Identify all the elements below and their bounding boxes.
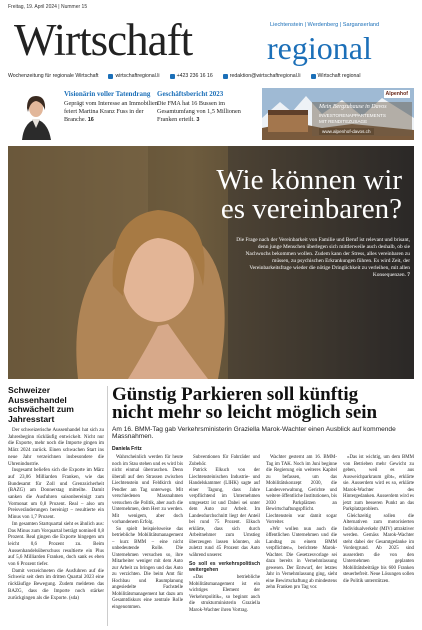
ad-url[interactable]: www.alpenhof-davos.ch (319, 128, 374, 135)
mail-icon (223, 74, 228, 79)
globe-icon (108, 74, 113, 79)
ad-brand: Alpenhof (385, 91, 408, 97)
phone-icon (170, 74, 175, 79)
phone-link[interactable]: +423 236 16 16 (170, 73, 213, 79)
article-deck: Am 16. BMM-Tag gab Verkehrsministerin Graziella Marok-Wachter einen Ausblick auf kommende Massnahmen. (112, 426, 396, 440)
article-subheading: So soll es verkehrspolitisch weitergehen (189, 561, 260, 573)
article-author: Daniela Fritz (112, 446, 142, 452)
main-article[interactable] (112, 386, 414, 614)
social-link[interactable]: Wirtschaft regional (311, 73, 361, 79)
ad-line-2: MIT RENDITEZUSAGE (319, 119, 368, 124)
column-divider (107, 386, 108, 626)
hero-story[interactable] (8, 146, 414, 379)
article-column-2: Subventionen für Fahrräder und Zubehör. Patrick Elkuch von der Liechtensteinischen Industrie- und Handelskammer (LIHK) sagte auf einer Tagung, dass Jahre verpflichtend im Unternehmen umgesetzt ist und Dabei sei unter dem Auto zur Arbeit. Im Landesdurchschnitt liegt der Anteil bei rund 75 Prozent. Elkuch erklärte, dass sich durch Arbeitnehmer zum Umstieg überzeugen lassen könnten, als zuletzt rund 45 Prozent das Auto während unserer. So soll es verkehrspolitisch weitergehen «Das betriebliche Mobilitätsmanagement ist ein wichtiges Element der Verkehrspolitik», so beginnt auch die strukturministerin Graziella Marok-Wachter ihren Vortrag. (189, 455, 260, 613)
article-columns (112, 455, 414, 614)
info-bar (8, 73, 414, 79)
article-column-1: Wahrscheinlich werden für heute noch im Stau stehen und es wird bis nicht einmal überraschen. Denn überall auf den Strassen zwischen Liechtenstein und Feldkirch sind Pendler am Tag unterwegs. Mit verschiedenen Massnahmen versuchen die Politik, aber auch die Unternehmen, dem Herr zu werden. Mit wenigem, aber doch vorhandenem Erfolg. So spielt beispielsweise das betriebliche Mobilitätsmanagement – kurz BMM – eine nicht unbedeutende Rolle. Die Unternehmen versuchen so, ihre Mitarbeiter weniger mit dem Auto zur Arbeit zu bringen und das Auto zu verzichten. Die beim Amt für Hochbau und Raumplanung angesiedelte Fachstelle Mobilitätsmanagement hat dazu am Gesamtdiskurs eine zentrale Rolle eingenommen. (112, 455, 183, 610)
article-column-3: Wachter gesternt am 16. BMM-Tag im TAK. Noch im Juni beginne die Regierung ein weiteres Kapitel zu befassen, um das Mobilitätskonzept 2030, die Landesverwaltung, Gerichte und weitere öffentliche Institutionen, bis 2030 Parkplätzen an Bewirtschaftungspflicht. Liechtenstein war damit sogar Vorreiter. «Wir wollen nun auch die öffentlichen Unternehmen und die Landtag zu einem BMM verpflichten», berichtete Marok-Wachter. Die Gesetzesvorlage sei dazu bereits in Vernehmlassung gewesen. Der Entwurf, der letztes Jahr in Vernehmlassung ging, sieht eine Bewirtschaftung ab mindestens zehn Franken pro Tag vor. (266, 455, 337, 590)
tagline: Wochenzeitung für regionale Wirtschaft (8, 73, 99, 79)
newspaper-logo[interactable] (14, 14, 414, 66)
sidebar-headline: Schweizer Aussenhandel schwächelt zum Jahresstart (8, 385, 74, 424)
article-headline: Günstig Parkieren soll künftig nicht mehr so leicht möglich sein (112, 384, 378, 423)
hero-headline: Wie können wir es vereinbaren? (216, 164, 402, 225)
teaser-row (8, 88, 414, 140)
teaser-2-title: Geschäftsbericht 2023 (157, 90, 224, 98)
teaser-1-text: Geprägt vom Interesse an Immobilien feiert Martina Kranz Fuss in der Branche. 16 (64, 100, 158, 123)
portrait-photo[interactable] (14, 88, 58, 140)
advertisement-banner[interactable] (262, 88, 414, 140)
hero-page: 7 (407, 272, 410, 278)
ad-line-1: INVESTORENAPPARTEMENTS (319, 113, 386, 118)
teaser-1-page: 16 (87, 117, 94, 123)
teaser-1[interactable] (64, 90, 160, 124)
dateline: Freitag, 19. April 2024 | Nummer 15 (8, 4, 88, 10)
sidebar-article[interactable] (8, 386, 104, 602)
teaser-2[interactable] (157, 90, 255, 124)
teaser-2-text: Die FMA hat 16 Bussen im Gesamtumfang von 1,5 Millionen Franken erteilt. 3 (157, 100, 241, 123)
logo-word-wirtschaft: Wirtschaft (14, 15, 193, 65)
logo-region: Liechtenstein | Werdenberg | Sarganserland (270, 22, 380, 28)
email-link[interactable]: redaktion@wirtschaftregional.li (223, 73, 301, 79)
teaser-2-page: 3 (196, 117, 200, 123)
article-column-4: «Das ist wichtig, um dem BMM von Betrieben mehr Gewicht zu geben, weil es aus Ausweichparkraum gibt», erklärte sie. Ausserdem wird es so, erklärte Marok-Wachter des Hintergedanken. Ausserdem wird es jetzt zum besseren Punkt an das Parkplatzproblem. Gleichzeitig sollen die Alternativen zum motorisierten Individualverkehr (MIV) attraktiver werden. Gemäss Marok-Wachter steht dabei der Gesamtgedanke im Vordergrund. Ab 2025 sind ausserdem die von den Unternehmen geplanten Mobilitätsbeiträge bis 600 Franken steuerbefreit. Neue Lösungen sollen die Politik unterstützen. (343, 455, 414, 584)
hero-summary: Die Frage nach der Vereinbarkeit von Familie und Beruf ist relevant und brisant, denn junge Menschen überlegen sich mittlerweile auch deshalb, ob sie Nachwuchs bekommen wollen. Zudem kann der Stress, alles vereinbaren zu müssen, zu psychischen Erkrankungen führen. Es wird Zeit, der Vereinbarkeitsfrage wieder die nötige Dringlichkeit zu verleihen, mit allen Konsequenzen. 7 (236, 237, 410, 278)
teaser-1-title: Visionärin voller Tatendrang (64, 90, 151, 98)
facebook-icon (311, 74, 316, 79)
ad-script: Mein Bergzuhause in Davos (319, 104, 387, 110)
website-link[interactable]: wirtschaftregional.li (108, 73, 159, 79)
logo-word-regional: regional (267, 30, 372, 66)
sidebar-body: Der schweizerische Aussenhandel hat sich zu Jahresbeginn rückläufig entwickelt. Nicht nur die Exporte, mehr noch die Importe gingen im März 2024 zurück. Einen schwachen Start ins neue Jahr verzeichnen insbesondere die Uhrenindustrie. Insgesamt beliefen sich die Exporte im März auf 23,06 Milliarden Franken, wie das Bundesamt für Zoll und Grenzsicherheit (BAZG) am Donnerstag mitteilte. Damit sanken die Ausfuhren saisonbereinigt zum Vormonat um 0,8 Prozent. Real – also um Preisveränderungen bereinigt – resultierte ein Minus von 1,7 Prozent. Im gesamten Startquartal sieht es ähnlich aus: Das Minus zum Vorquartal beträgt nominell 0,8 Prozent. Real gingen die Exporte hingegen um leicht 0,6 Prozent zu. Beim Aussenhandelsüberschuss resultierte ein Plus auf 5,6 Milliarden Franken, doch sank es eben von 6 Prozent tiefer. Damit verzeichneten die Ausfuhren auf die Schweiz seit dem im dritten Quartal 2023 eine rückläufige Bewegung. Zudem meldeten das BAZG, dass die Importe noch stärker zurückgingen als die Exporte. (sda) (8, 428, 104, 601)
